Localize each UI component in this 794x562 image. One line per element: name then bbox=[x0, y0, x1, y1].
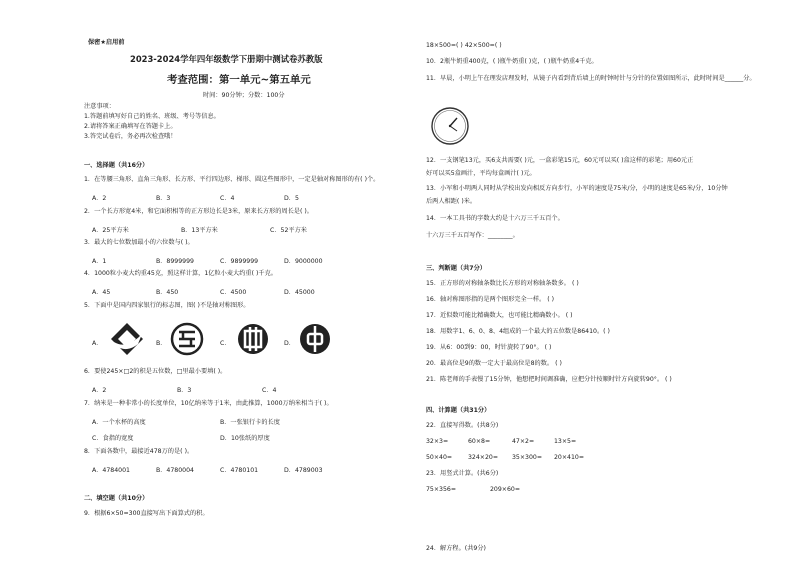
time-score: 时间：90分钟；分数：100分 bbox=[203, 92, 285, 99]
option: A．25平方米 bbox=[92, 227, 129, 234]
judge-item: 16．轴对称图形指的是两个图形完全一样。 ( ) bbox=[426, 296, 555, 303]
judge-item: 19．从6：00到9：00，时针旋转了90°。 ( ) bbox=[426, 344, 552, 351]
option: C．52平方米 bbox=[270, 227, 307, 234]
option: C．4 bbox=[220, 195, 235, 202]
section4-heading: 四、计算题（共31分） bbox=[426, 407, 491, 414]
option: D．9000000 bbox=[284, 258, 323, 265]
question-5: 5．下面中是国内四家银行的标志图，图( )不是轴对称图形。 bbox=[84, 302, 250, 309]
option: C．4780101 bbox=[220, 467, 259, 474]
question-6: 6．要使245×□2的积是五位数，□里最小要填( )。 bbox=[84, 368, 227, 375]
question-14: 14．一本工具书的字数大约是十六万三千五百个。 bbox=[426, 215, 564, 222]
option: D．10张纸的厚度 bbox=[220, 435, 270, 442]
option: D．5 bbox=[284, 195, 299, 202]
option: A．4784001 bbox=[92, 467, 130, 474]
calc-item: 50×40= bbox=[426, 454, 453, 461]
q9-answers: 18×500=( ) 42×500=( ) bbox=[426, 42, 502, 49]
option: B．450 bbox=[156, 289, 179, 296]
option: C．4500 bbox=[220, 289, 247, 296]
option: D．4789003 bbox=[284, 467, 323, 474]
secret-label: 保密★启用前 bbox=[88, 39, 125, 46]
section3-heading: 三、判断题（共7分） bbox=[426, 265, 486, 272]
option: D． bbox=[284, 340, 295, 347]
option: D．45000 bbox=[284, 289, 315, 296]
question-13-line1: 13．小军和小明两人同时从学校出发向相反方向步行，小军的速度是75米/分，小明的速度是65米/分，10分钟 bbox=[426, 185, 728, 192]
judge-item: 21．陈老师的手表慢了15分钟，他想把时间调准确，应把分针按顺时针方向旋转90°。 ( ) bbox=[426, 376, 672, 383]
calc-item: 13×5= bbox=[554, 438, 577, 445]
exam-scope: 考查范围：第一单元~第五单元 bbox=[167, 74, 311, 86]
question-24: 24．解方程。(共9分) bbox=[426, 545, 486, 552]
question-13-line2: 后两人相距( )米。 bbox=[426, 198, 477, 205]
option: C． bbox=[220, 340, 231, 347]
option: A．一个水杯的高度 bbox=[92, 419, 146, 426]
question-23: 23．用竖式计算。(共6分) bbox=[426, 470, 499, 477]
calc-item: 209×60= bbox=[490, 486, 521, 493]
judge-item: 20．最高位是9的数一定大于最高位是8的数。 ( ) bbox=[426, 360, 562, 367]
clock-icon bbox=[430, 106, 470, 146]
option: B．3 bbox=[156, 195, 171, 202]
question-11: 11．早晨，小明上午在理发店理发时，从镜子内看到背后墙上的时钟时针与分针的位置如图所示，此时时间是______分。 bbox=[426, 75, 756, 82]
option: A．1 bbox=[92, 258, 107, 265]
notice-item: 2.请将答案正确填写在答题卡上。 bbox=[84, 123, 177, 130]
option: C．9899999 bbox=[220, 258, 259, 265]
question-8: 8．下面各数中，最接近478万的是( )。 bbox=[84, 448, 194, 455]
calc-item: 324×20= bbox=[468, 454, 499, 461]
bank-logo-b-icon bbox=[170, 322, 204, 356]
question-4: 4．1000粒小麦大约重45克，照这样计算，1亿粒小麦大约重( )千克。 bbox=[84, 270, 277, 277]
notice-heading: 注意事项： bbox=[84, 103, 115, 110]
judge-item: 18．用数字1、6、0、8、4组成的一个最大的五位数是86410。( ) bbox=[426, 328, 610, 335]
question-10: 10．2瓶牛奶重400克，( )瓶牛奶重( )克，( )瓶牛奶重4千克。 bbox=[426, 58, 598, 65]
option: A．2 bbox=[92, 195, 107, 202]
option: B．一张银行卡的长度 bbox=[220, 419, 280, 426]
section1-heading: 一、选择题（共16分） bbox=[84, 162, 149, 169]
question-3: 3．最大的七位数加最小的六位数与( )。 bbox=[84, 239, 194, 246]
option: B． bbox=[156, 340, 167, 347]
option: A．45 bbox=[92, 289, 111, 296]
calc-item: 20×410= bbox=[554, 454, 585, 461]
bank-logo-a-icon bbox=[108, 320, 146, 358]
question-2: 2．一个长方形宽4米，和它面积相等的正方形边长是3米，原来长方形的周长是( )。 bbox=[84, 208, 313, 215]
option: B．3 bbox=[177, 387, 192, 394]
notice-item: 1.答题前填写好自己的姓名、班级、考号等信息。 bbox=[84, 113, 220, 120]
question-22: 22．直接写得数。(共8分) bbox=[426, 422, 499, 429]
judge-item: 15．正方形的对称轴条数比长方形的对称轴条数多。 ( ) bbox=[426, 280, 579, 287]
question-12-line2: 好可以买5盒画汁，平均每盒画汁( )元。 bbox=[426, 170, 536, 177]
question-12-line1: 12．一支钢笔13元，买6支共需要( )元，一盒彩笔15元，60元可以买( )盒这样的彩笔；用60元正 bbox=[426, 157, 694, 164]
question-1: 1．在等腰三角形、直角三角形、长方形、平行四边形、梯形、圆这些图形中，一定是轴对称图形的有( )个。 bbox=[84, 176, 380, 183]
calc-item: 32×3= bbox=[426, 438, 449, 445]
option: C．4 bbox=[262, 387, 277, 394]
section2-heading: 二、填空题（共10分） bbox=[84, 495, 149, 502]
question-7: 7．纳米是一种非常小的长度单位，10亿纳米等于1米，由此推算，1000万纳米相当于( )。 bbox=[84, 400, 333, 407]
option: B．13平方米 bbox=[181, 227, 218, 234]
question-9: 9．根据6×50=300直接写出下面算式的积。 bbox=[84, 510, 209, 517]
question-14-answer: 十六万三千五百写作：________。 bbox=[426, 232, 519, 239]
calc-item: 35×300= bbox=[512, 454, 543, 461]
calc-item: 60×8= bbox=[468, 438, 491, 445]
bank-logo-c-icon bbox=[236, 322, 270, 356]
option: C．食指的宽度 bbox=[92, 435, 134, 442]
calc-item: 75×356= bbox=[426, 486, 457, 493]
judge-item: 17．近似数可能比精确数大，也可能比精确数小。 ( ) bbox=[426, 312, 573, 319]
bank-logo-d-icon bbox=[298, 322, 332, 356]
notice-item: 3.答完试卷后，务必再次检查哦！ bbox=[84, 133, 177, 140]
option: B．8999999 bbox=[156, 258, 194, 265]
exam-title: 2023-2024学年四年级数学下册期中测试卷苏教版 bbox=[130, 54, 323, 64]
calc-item: 47×2= bbox=[512, 438, 535, 445]
option: A．2 bbox=[92, 387, 107, 394]
option: A． bbox=[92, 340, 103, 347]
option: B．4780004 bbox=[156, 467, 194, 474]
